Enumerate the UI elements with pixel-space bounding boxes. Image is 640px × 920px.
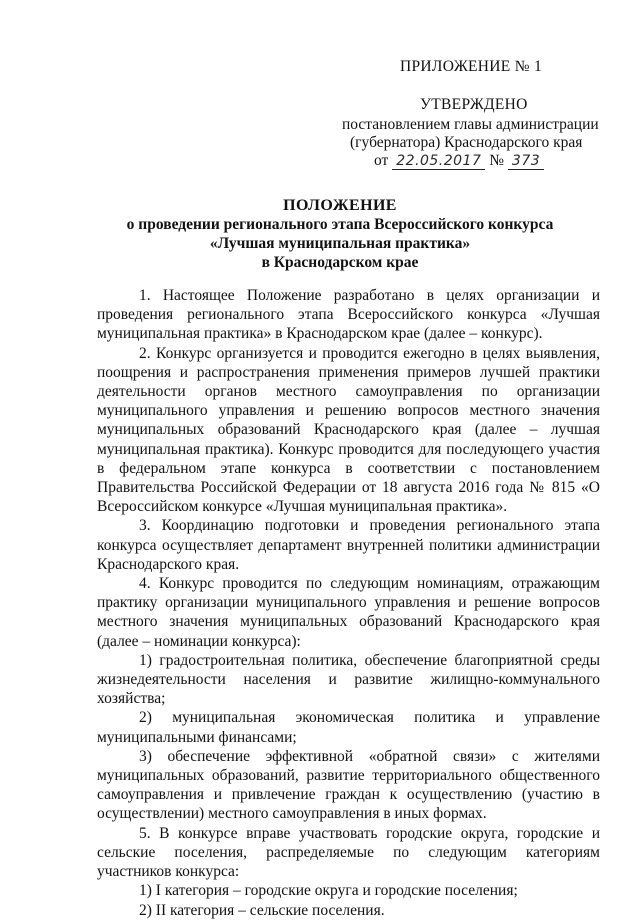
appendix-label: ПРИЛОЖЕНИЕ № 1 (400, 58, 543, 75)
approved-label: УТВЕРЖДЕНО (420, 96, 528, 113)
document-title (60, 196, 620, 272)
approval-date-line (374, 152, 544, 170)
date-prefix: от (374, 152, 389, 169)
number-prefix: № (489, 152, 505, 169)
document-body (97, 286, 600, 920)
title-line-2: о проведении регионального этапа Всероссийского конкурса (126, 216, 554, 233)
category-2: 2) II категория – сельские поселения. (139, 901, 385, 919)
paragraph-2: 2. Конкурс организуется и проводится ежегодно в целях выявления, поощрения и распространения применения примеров лучшей практики деятельности органов местного самоуправления по организации муниципального управления и решению вопросов местного значения муниципальных образований Краснодарского края (далее – лучшая муниципальная практика). Конкурс проводится для последующего участия в федеральном этапе конкурса в соответствии с постановлением Правительства Российской Федерации от 18 августа 2016 года № 815 «О Всероссийском конкурсе «Лучшая муниципальная практика». (97, 344, 600, 516)
title-line-3: «Лучшая муниципальная практика» (209, 235, 471, 252)
nomination-1: 1) градостроительная политика, обеспечение благоприятной среды жизнедеятельности населения и развитие жилищно-коммунального хозяйства; (97, 651, 600, 708)
approval-line-2: (губернатора) Краснодарского края (350, 134, 583, 151)
title-line-4: в Краснодарском крае (261, 254, 419, 271)
paragraph-1: 1. Настоящее Положение разработано в целях организации и проведения регионального этапа Всероссийского конкурса «Лучшая муниципальная практика» в Краснодарском крае (далее – конкурс). (97, 287, 600, 343)
paragraph-3: 3. Координацию подготовки и проведения регионального этапа конкурса осуществляет департамент внутренней политики администрации Краснодарского края. (97, 517, 600, 573)
nomination-3: 3) обеспечение эффективной «обратной связи» с жителями муниципальных образований, развитие территориального общественного самоуправления и привлечение граждан к осуществлению (участию в осуществлении) местного самоуправления в иных формах. (97, 747, 600, 823)
title-line-1: ПОЛОЖЕНИЕ (283, 197, 397, 214)
paragraph-4: 4. Конкурс проводится по следующим номинациям, отражающим практику организации муниципального управления и решение вопросов местного значения муниципальных образований Краснодарского края (далее – номинации конкурса): (97, 575, 600, 650)
nomination-2: 2) муниципальная экономическая политика и управление муниципальными финансами; (97, 709, 600, 746)
approval-line-1: постановлением главы администрации (342, 116, 599, 133)
handwritten-number: 373 (508, 154, 544, 170)
paragraph-5: 5. В конкурсе вправе участвовать городские округа, городские и сельские поселения, распределяемые по следующим категориям участников конкурса: (97, 824, 600, 881)
handwritten-date: 22.05.2017 (392, 154, 485, 170)
category-1: 1) I категория – городские округа и городские поселения; (139, 882, 518, 900)
